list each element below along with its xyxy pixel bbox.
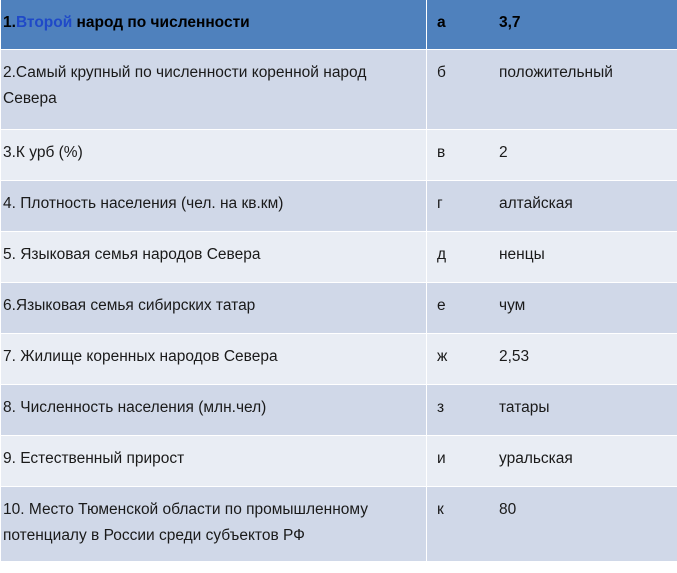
answer-letter: е [437, 296, 446, 314]
question-cell: 10. Место Тюменской области по промышленному потенциалу в России среди субъектов РФ [1, 486, 427, 561]
answer-cell [427, 49, 677, 129]
answer-letter: а [437, 14, 446, 31]
question-number: 1. [3, 14, 16, 31]
question-cell [1, 0, 427, 49]
table-row [1, 282, 677, 333]
question-cell: 7. Жилище коренных народов Севера [1, 333, 427, 384]
answer-cell [427, 129, 677, 180]
table-row [1, 0, 677, 49]
table-row [1, 384, 677, 435]
question-cell: 5. Языковая семья народов Севера [1, 231, 427, 282]
answer-cell [427, 231, 677, 282]
answer-cell [427, 384, 677, 435]
answer-value: уральская [499, 449, 573, 467]
table-row [1, 129, 677, 180]
table-row [1, 333, 677, 384]
answer-cell [427, 180, 677, 231]
table-row [1, 231, 677, 282]
answer-letter: з [437, 398, 445, 416]
table-row [1, 180, 677, 231]
answer-letter: г [437, 194, 443, 212]
answer-value: 2,53 [499, 347, 530, 365]
answer-letter: в [437, 143, 446, 161]
answer-value: чум [499, 296, 526, 314]
answer-value: ненцы [499, 245, 545, 263]
answer-cell [427, 333, 677, 384]
answer-letter: д [437, 245, 447, 263]
answer-letter: и [437, 449, 446, 467]
table-row [1, 435, 677, 486]
answer-letter: б [437, 63, 446, 81]
answer-cell [427, 435, 677, 486]
answer-cell [427, 486, 677, 561]
answer-value: татары [499, 398, 550, 416]
question-cell: 9. Естественный прирост [1, 435, 427, 486]
answer-letter: ж [437, 347, 448, 365]
question-cell: 4. Плотность населения (чел. на кв.км) [1, 180, 427, 231]
question-cell: 8. Численность населения (млн.чел) [1, 384, 427, 435]
question-cell: 6.Языковая семья сибирских татар [1, 282, 427, 333]
answer-letter: к [437, 500, 444, 518]
table-row [1, 49, 677, 129]
answer-cell [427, 282, 677, 333]
answer-cell [427, 0, 677, 49]
answer-value: 3,7 [499, 14, 521, 31]
question-cell: 2.Самый крупный по численности коренной народ Севера [1, 49, 427, 129]
answer-value: алтайская [499, 194, 573, 212]
table-row [1, 486, 677, 561]
question-text: народ по численности [72, 14, 250, 31]
question-link[interactable]: Второй [15, 14, 73, 31]
answer-value: 2 [499, 143, 508, 161]
answer-value: 80 [499, 500, 517, 518]
answer-value: положительный [499, 63, 613, 81]
question-cell: 3.К урб (%) [1, 129, 427, 180]
